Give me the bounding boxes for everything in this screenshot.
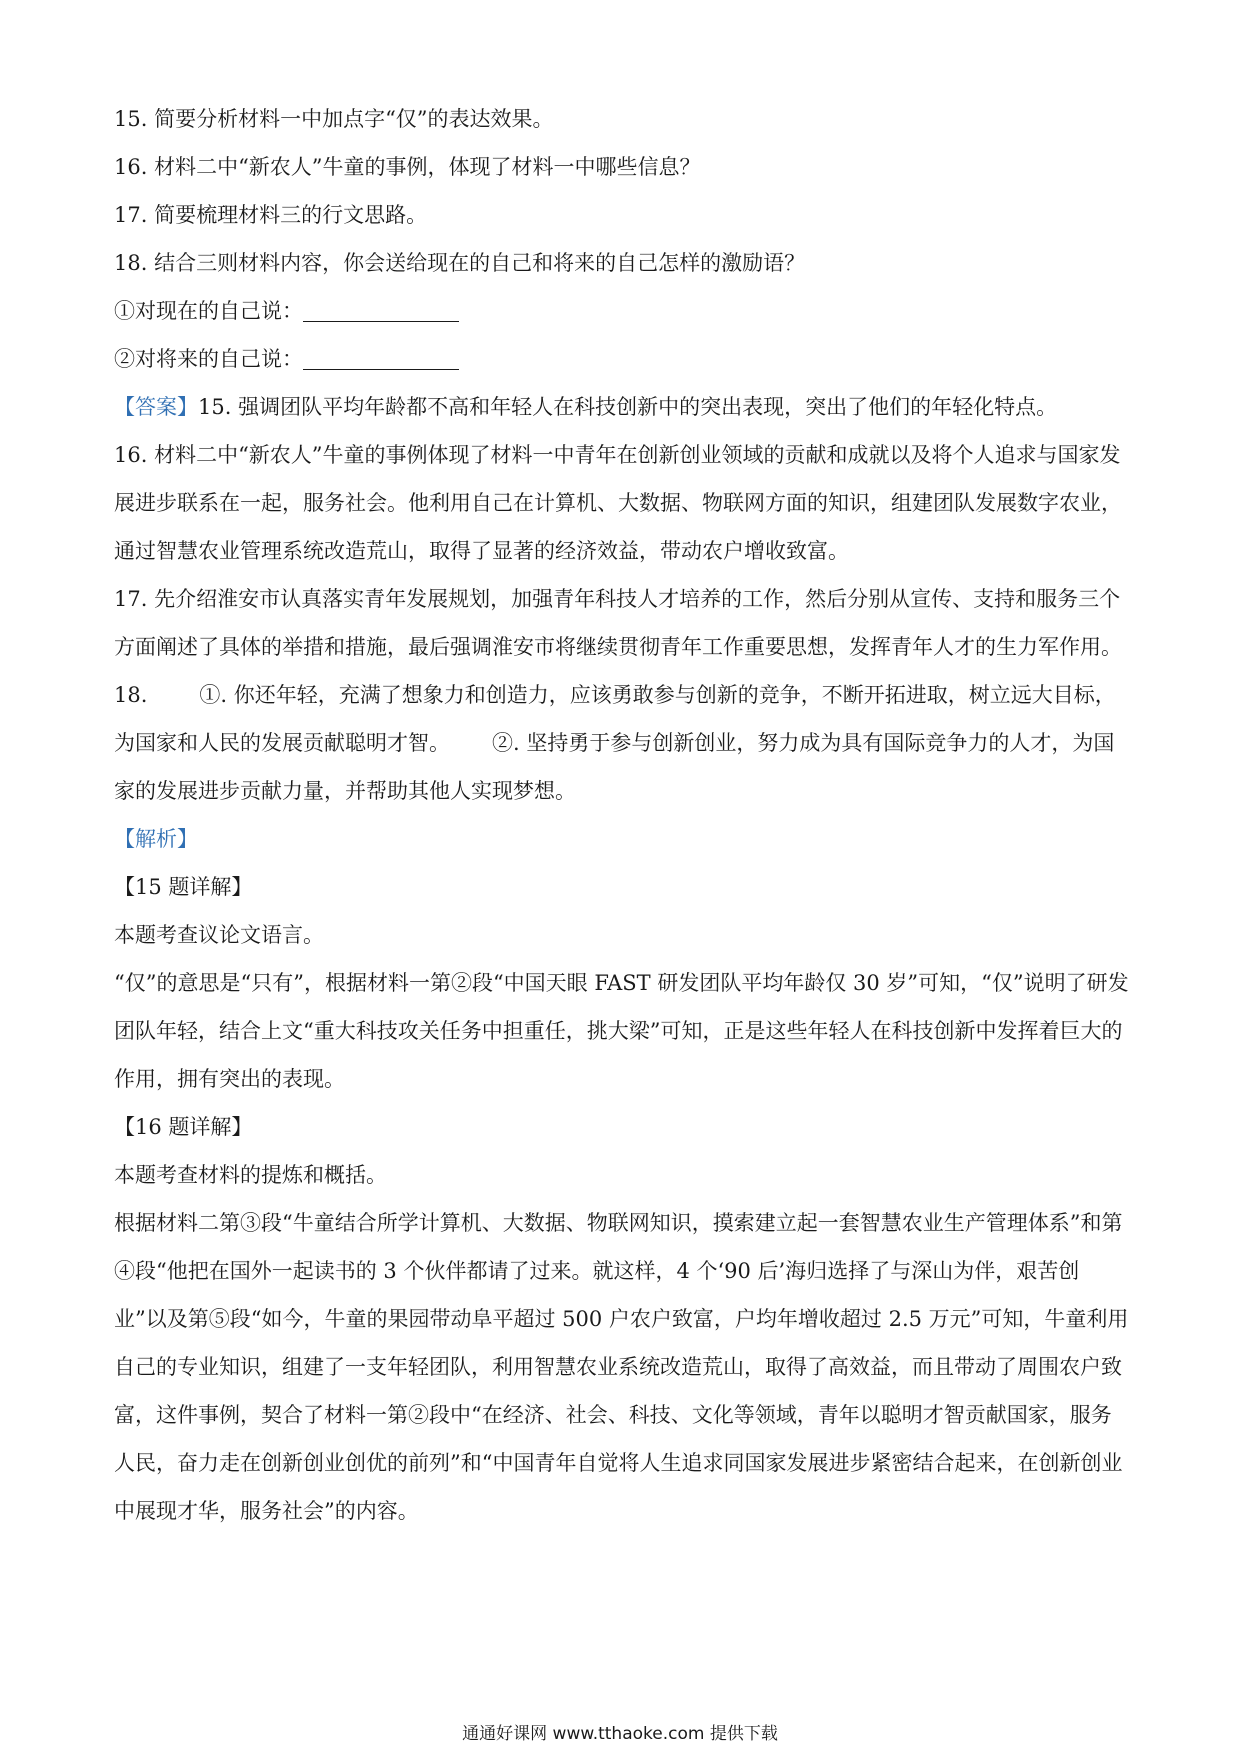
answer-15 (114, 383, 1130, 431)
document-body (114, 95, 1130, 1535)
answer-blank-future[interactable] (303, 347, 459, 370)
analysis-15-intro: 本题考查议论文语言。 (114, 923, 324, 947)
answer-18-part-1: ①. 你还年轻，充满了想象力和创造力，应该勇敢参与创新的竞争，不断开拓进取，树立远大目标，为国家和人民的发展贡献聪明才智。 (114, 683, 1116, 755)
answer-18 (114, 671, 1130, 815)
analysis-16-body: 根据材料二第③段“牛童结合所学计算机、大数据、物联网知识，摸索建立起一套智慧农业生产管理体系”和第④段“他把在国外一起读书的 3 个伙伴都请了过来。就这样，4 个‘90 后’海归选择了与深山为伴，艰苦创业”以及第⑤段“如今，牛童的果园带动阜平超过 500 户农户致富，户均年增收超过 2.5 万元”可知，牛童利用自己的专业知识，组建了一支年轻团队，利用智慧农业系统改造荒山，取得了高效益，而且带动了周围农户致富，这件事例，契合了材料一第②段中“在经济、社会、科技、文化等领域，青年以聪明才智贡献国家，服务人民，奋力走在创新创业创优的前列”和“中国青年自觉将人生追求同国家发展进步紧密结合起来，在创新创业中展现才华，服务社会”的内容。 (114, 1211, 1129, 1523)
answer-label: 【答案】 (114, 395, 198, 419)
analysis-16-title: 【16 题详解】 (114, 1115, 253, 1139)
answer-blank-now[interactable] (303, 299, 459, 322)
answer-15-text: 15. 强调团队平均年龄都不高和年轻人在科技创新中的突出表现，突出了他们的年轻化特点。 (198, 395, 1058, 419)
page-footer: 通通好课网 www.tthaoke.com 提供下载 (462, 1724, 778, 1744)
question-18: 18. 结合三则材料内容，你会送给现在的自己和将来的自己怎样的激励语？ (114, 251, 806, 275)
question-18-future (114, 335, 1130, 383)
answer-17: 17. 先介绍淮安市认真落实青年发展规划，加强青年科技人才培养的工作，然后分别从宣传、支持和服务三个方面阐述了具体的举措和措施，最后强调淮安市将继续贯彻青年工作重要思想，发挥青年人才的生力军作用。 (114, 587, 1122, 659)
question-15: 15. 简要分析材料一中加点字“仅”的表达效果。 (114, 107, 554, 131)
question-18-now-label: ①对现在的自己说： (114, 299, 303, 323)
answer-18-number: 18. (114, 683, 148, 707)
question-18-now (114, 287, 1130, 335)
answer-16: 16. 材料二中“新农人”牛童的事例体现了材料一中青年在创新创业领域的贡献和成就以及将个人追求与国家发展进步联系在一起，服务社会。他利用自己在计算机、大数据、物联网方面的知识，组建团队发展数字农业，通过智慧农业管理系统改造荒山，取得了显著的经济效益，带动农户增收致富。 (114, 443, 1122, 563)
question-17: 17. 简要梳理材料三的行文思路。 (114, 203, 428, 227)
analysis-15-body: “仅”的意思是“只有”，根据材料一第②段“中国天眼 FAST 研发团队平均年龄仅 30 岁”可知，“仅”说明了研发团队年轻，结合上文“重大科技攻关任务中担重任，挑大梁”可知，正是这些年轻人在科技创新中发挥着巨大的作用，拥有突出的表现。 (114, 971, 1129, 1091)
analysis-label: 【解析】 (114, 827, 198, 851)
question-16: 16. 材料二中“新农人”牛童的事例，体现了材料一中哪些信息？ (114, 155, 701, 179)
analysis-15-title: 【15 题详解】 (114, 875, 253, 899)
answer-18-part-2: ②. 坚持勇于参与创新创业，努力成为具有国际竞争力的人才，为国家的发展进步贡献力量，并帮助其他人实现梦想。 (114, 731, 1115, 803)
question-18-future-label: ②对将来的自己说： (114, 347, 303, 371)
analysis-16-intro: 本题考查材料的提炼和概括。 (114, 1163, 387, 1187)
